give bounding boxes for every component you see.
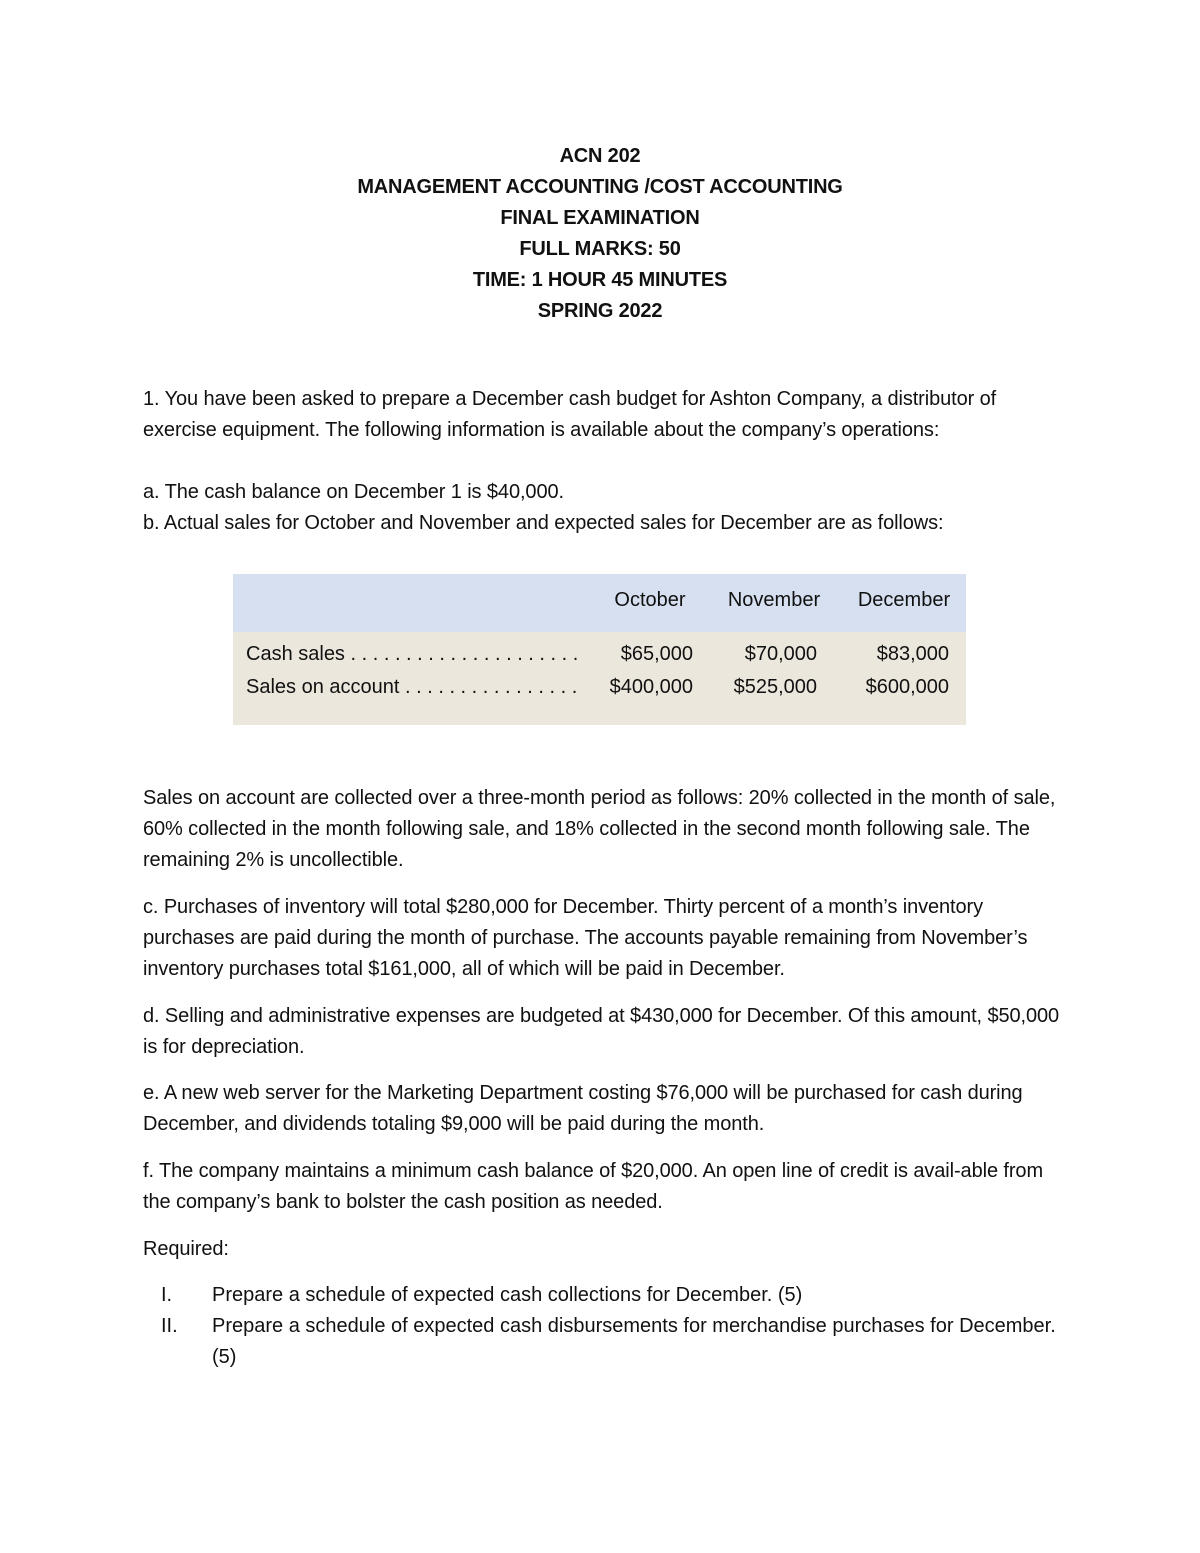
collections-paragraph: [143, 783, 1063, 876]
account-sales-november: $525,000: [733, 676, 817, 698]
sales-table: [233, 574, 966, 725]
items-a-b: [143, 477, 1063, 539]
item-f: f. The company maintains a minimum cash balance of $20,000. An open line of credit is avail-able from the company’s bank to bolster the cash position as needed.: [143, 1160, 1044, 1213]
item-c: c. Purchases of inventory will total $280,000 for December. Thirty percent of a month’s inventory purchases are paid during the month of purchase. The accounts payable remaining from November’s inventory purchases total $161,000, all of which will be paid in December.: [143, 896, 1028, 980]
header-october-label: October: [614, 589, 686, 611]
course-code: ACN 202: [559, 145, 641, 167]
exam-time: TIME: 1 HOUR 45 MINUTES: [472, 269, 728, 291]
header-december: December: [857, 589, 951, 611]
item-c-paragraph: [143, 892, 1063, 985]
required-item-number: I.: [161, 1284, 173, 1306]
exam-header: [0, 141, 1200, 327]
item-e: e. A new web server for the Marketing Department costing $76,000 will be purchased for cash during December, and dividends totaling $9,000 will be paid during the month.: [143, 1082, 1023, 1135]
item-a: a. The cash balance on December 1 is $40,000.: [143, 481, 564, 503]
cash-sales-december: $83,000: [876, 643, 949, 665]
collections-text: Sales on account are collected over a three-month period as follows: 20% collected in the month of sale, 60% collected in the month following sale, and 18% collected in the second month following sale. The remaining 2% is uncollectible.: [143, 787, 1056, 871]
exam-term: SPRING 2022: [537, 300, 663, 322]
header-november: November: [727, 589, 821, 611]
item-e-paragraph: [143, 1078, 1063, 1140]
required-item-text: Prepare a schedule of expected cash disbursements for merchandise purchases for December. (5): [212, 1315, 1056, 1368]
cash-sales-october: $65,000: [620, 643, 693, 665]
item-f-paragraph: [143, 1156, 1063, 1218]
question-intro: [143, 384, 1063, 446]
required-heading: [143, 1234, 1063, 1265]
account-sales-october: $400,000: [609, 676, 693, 698]
item-d-paragraph: [143, 1001, 1063, 1063]
cash-sales-november: $70,000: [744, 643, 817, 665]
question-intro-text: 1. You have been asked to prepare a December cash budget for Ashton Company, a distributor of exercise equipment. The following information is available about the company’s operations:: [143, 388, 997, 441]
required-label: Required:: [143, 1238, 229, 1260]
required-item-text: Prepare a schedule of expected cash collections for December. (5): [212, 1284, 803, 1306]
required-list: [143, 1280, 1063, 1373]
required-item-number: II.: [161, 1315, 178, 1337]
item-d: d. Selling and administrative expenses are budgeted at $430,000 for December. Of this amount, $50,000 is for depreciation.: [143, 1005, 1060, 1058]
course-title: MANAGEMENT ACCOUNTING /COST ACCOUNTING: [357, 176, 843, 198]
account-sales-december: $600,000: [865, 676, 949, 698]
row-sales-on-account-label: Sales on account . . . . . . . . . . . . . . . .: [246, 676, 578, 698]
required-item: [143, 1280, 1063, 1311]
row-cash-sales-label: Cash sales . . . . . . . . . . . . . . . . . . . . .: [246, 643, 579, 665]
required-item: [143, 1311, 1063, 1373]
exam-type: FINAL EXAMINATION: [500, 207, 700, 229]
full-marks: FULL MARKS: 50: [519, 238, 681, 260]
item-b: b. Actual sales for October and November and expected sales for December are as follows:: [143, 512, 944, 534]
